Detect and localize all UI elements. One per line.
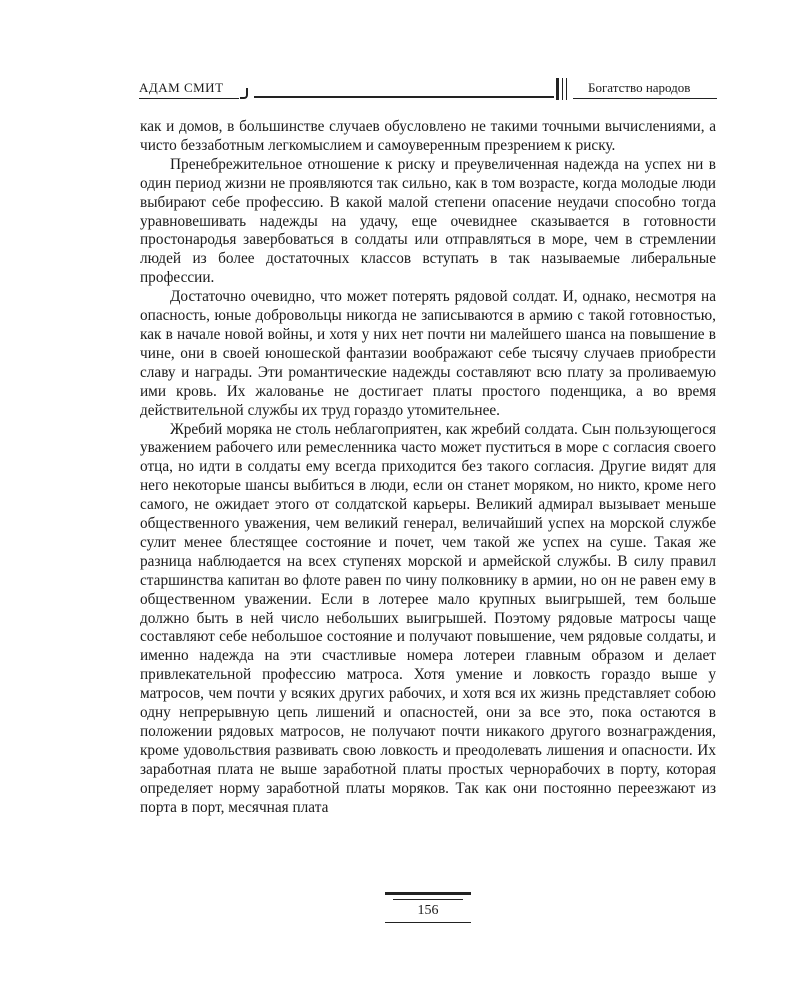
header-divider-bar xyxy=(566,78,567,100)
body-text xyxy=(140,118,716,818)
header-divider-bar xyxy=(562,78,563,100)
header-rule-right xyxy=(573,98,717,99)
footer-rule-thick xyxy=(385,892,471,895)
paragraph: Пренебрежительное отношение к риску и преувеличенная надежда на успех ни в один период жизни не проявляются так сильно, как в том возрасте, когда молодые люди выбирают себе профессию. В какой малой степени опасение неудачи способно тогда уравновешивать надежды на удачу, еще очевиднее сказывается в готовности простонародья завербоваться в солдаты или отправляться в море, чем в стремлении людей из более достаточных классов вступать в так называемые либеральные профессии. xyxy=(140,155,716,287)
header-rule-left xyxy=(139,98,239,99)
running-header-author: АДАМ СМИТ xyxy=(139,80,224,95)
header-divider-bar xyxy=(556,78,559,100)
running-header-title: Богатство народов xyxy=(588,80,691,95)
footer-rule-bottom xyxy=(385,922,471,923)
paragraph: как и домов, в большинстве случаев обусловлено не такими точными вычислениями, а чисто беззаботным легкомыслием и самоуверенным презрением к риску. xyxy=(140,118,716,154)
footer-rule-thin xyxy=(393,899,463,900)
paragraph: Достаточно очевидно, что может потерять рядовой солдат. И, однако, несмотря на опасность, юные добровольцы никогда не записываются в армию с такой готовностью, как в начале новой войны, и хотя у них нет почти ни малейшего шанса на повышение в чине, они в своей юношеской фантазии воображают себе тысячу случаев приобрести славу и награды. Эти романтические надежды составляют всю плату за проливаемую ими кровь. Их жалованье не достигает платы простого поденщика, а во время действительной службы их труд гораздо утомительнее. xyxy=(140,288,716,419)
header-ornament xyxy=(240,88,248,99)
header-rule-middle xyxy=(254,96,554,98)
paragraph: Жребий моряка не столь неблагоприятен, как жребий солдата. Сын пользующегося уважением рабочего или ремесленника часто может пуститься в море с согласия своего отца, но идти в солдаты ему всегда приходится без такого согласия. Другие видят для него некоторые шансы выбиться в люди, если он станет моряком, но никто, кроме него самого, не ожидает этого от солдатской карьеры. Великий адмирал вызывает меньше общественного уважения, чем великий генерал, величайший успех на морской службе сулит менее блестящее состояние и почет, чем такой же успех на суше. Такая же разница наблюдается на всех ступенях морской и армейской службы. В силу правил старшинства капитан во флоте равен по чину полковнику в армии, но он не равен ему в общественном уважении. Если в лотерее мало крупных выигрышей, тем больше должно быть в ней число небольших выигрышей. Поэтому рядовые матросы чаще составляют себе небольшое состояние и получают повышение, чем рядовые солдаты, и именно надежда на эти счастливые номера лотереи главным образом и делает привлекательной профессию матроса. Хотя умение и ловкость гораздо выше у матросов, чем почти у всяких других рабочих, и хотя вся их жизнь представляет собою одну непрерывную цепь лишений и опасностей, они за все это, пока остаются в положении рядовых матросов, не получают почти никакого другого вознаграждения, кроме удовольствия развивать свою ловкость и преодолевать лишения и опасности. Их заработная плата не выше заработной платы простых чернорабочих в порту, которая определяет норму заработной платы моряков. Так как они постоянно переезжают из порта в порт, месячная плата xyxy=(140,420,716,816)
page-number: 156 xyxy=(417,903,439,918)
